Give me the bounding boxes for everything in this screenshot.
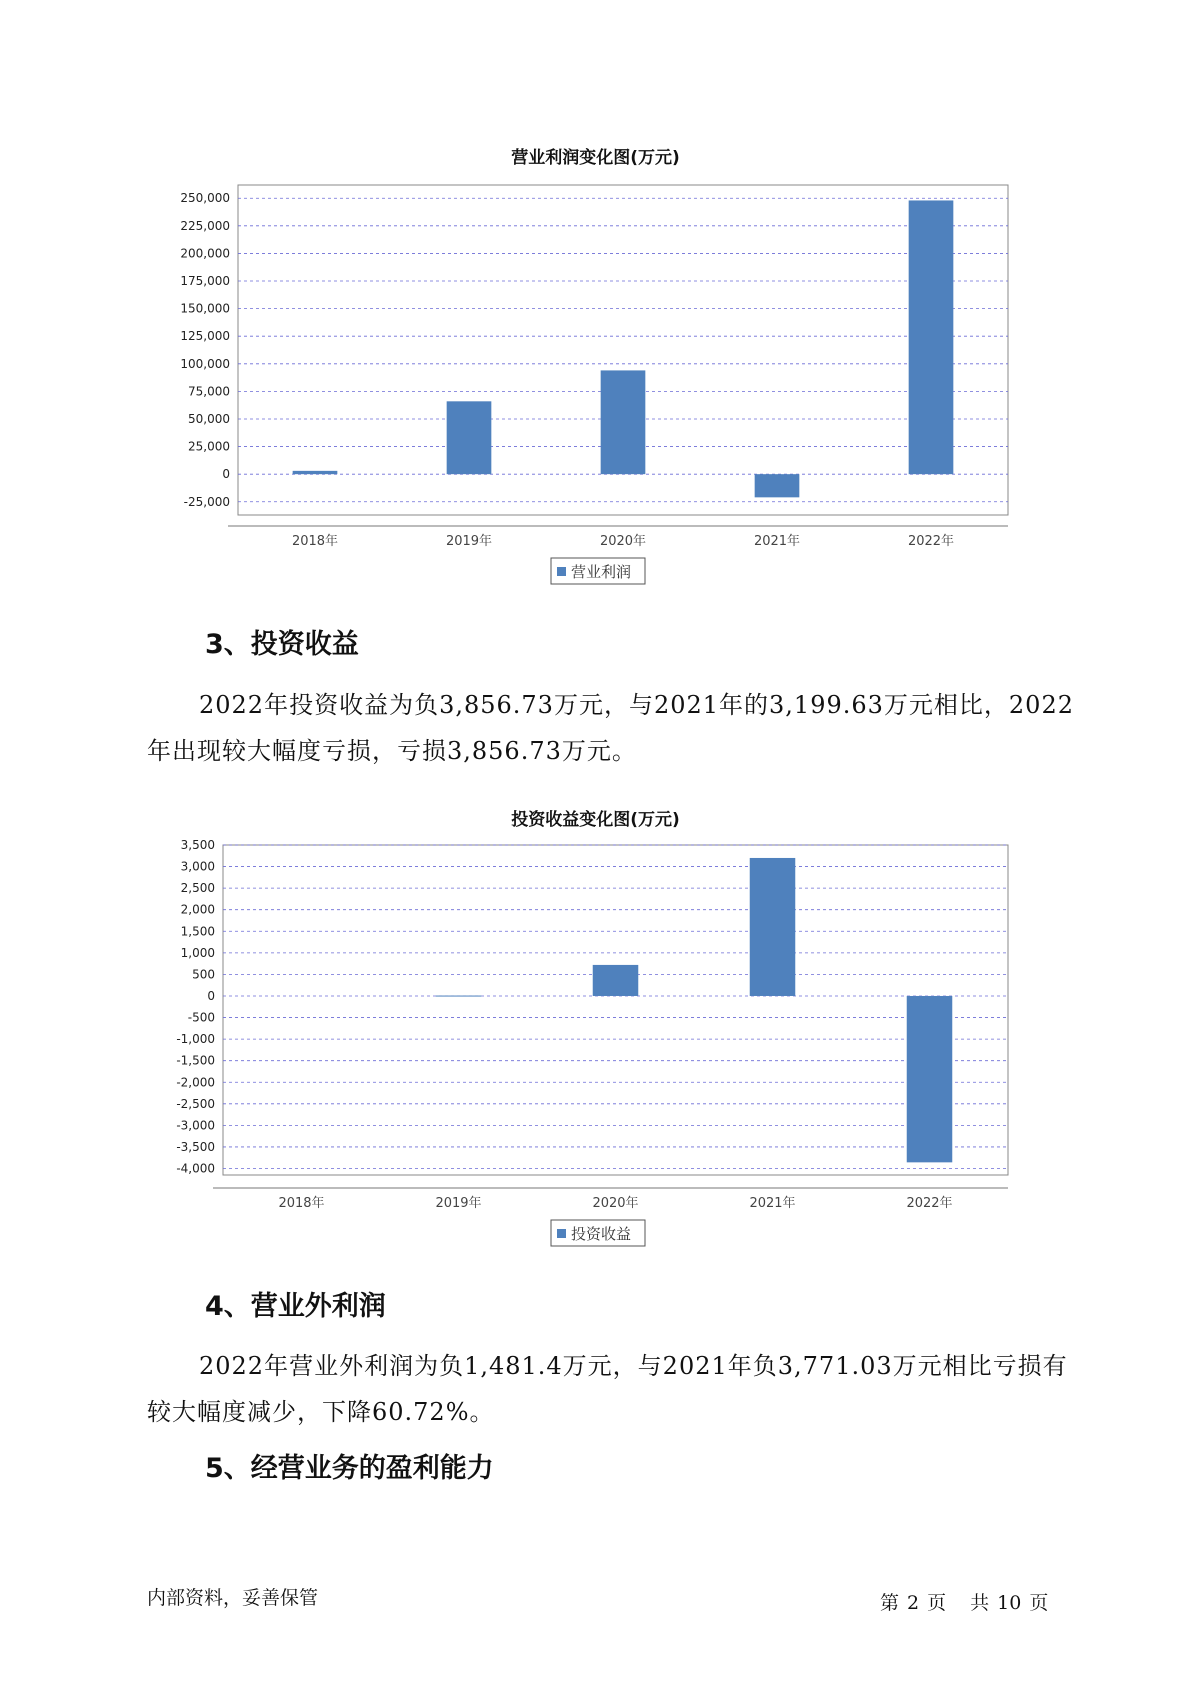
y-tick-label: -4,000 — [176, 1161, 215, 1176]
x-tick-label: 2018年 — [291, 534, 339, 549]
y-tick-label: 125,000 — [180, 329, 230, 344]
page-unit: 页 — [927, 1592, 947, 1614]
x-tick-label: 2022年 — [907, 534, 955, 549]
y-tick-label: 50,000 — [188, 411, 230, 426]
x-tick-label: 2021年 — [749, 1196, 796, 1211]
total-prefix: 共 — [970, 1592, 990, 1614]
x-tick-label: 2019年 — [445, 534, 493, 549]
y-tick-label: -500 — [187, 1010, 215, 1025]
section-4-paragraph: 2022年营业外利润为负1,481.4万元，与2021年负3,771.03万元相比亏损有较大幅度减少，下降60.72%。 — [147, 1352, 1068, 1426]
x-tick-label: 2020年 — [599, 534, 647, 549]
legend-label: 营业利润 — [571, 563, 632, 581]
y-tick-label: 3,500 — [180, 838, 215, 852]
y-tick-label: -1,500 — [176, 1053, 215, 1068]
x-tick-label: 2020年 — [592, 1196, 639, 1211]
y-tick-label: 1,000 — [180, 945, 215, 960]
footer-page-number — [880, 1588, 1056, 1615]
y-tick-label: -25,000 — [183, 494, 230, 509]
y-tick-label: 75,000 — [188, 384, 230, 399]
section-4-heading: 4、营业外利润 — [205, 1291, 386, 1322]
y-tick-label: 3,000 — [180, 859, 215, 874]
bar-ii-3 — [750, 858, 796, 996]
y-tick-label: 1,500 — [180, 924, 215, 939]
y-tick-label: 100,000 — [180, 356, 230, 371]
y-tick-label: 0 — [222, 467, 230, 482]
x-tick-label: 2022年 — [906, 1196, 953, 1211]
y-tick-label: 175,000 — [180, 274, 230, 289]
page-prefix: 第 — [880, 1592, 900, 1614]
section-5-heading: 5、经营业务的盈利能力 — [205, 1453, 494, 1484]
legend-swatch — [557, 1229, 566, 1238]
total-num: 10 — [997, 1592, 1022, 1614]
x-tick-label: 2021年 — [753, 534, 801, 549]
y-tick-label: 200,000 — [180, 246, 230, 261]
section-3-paragraph: 2022年投资收益为负3,856.73万元，与2021年的3,199.63万元相比，2022年出现较大幅度亏损，亏损3,856.73万元。 — [147, 691, 1074, 765]
y-tick-label: 25,000 — [188, 439, 230, 454]
y-tick-label: 2,500 — [180, 881, 215, 896]
x-tick-label: 2018年 — [278, 1196, 325, 1211]
footer-confidential-note: 内部资料，妥善保管 — [147, 1587, 319, 1609]
page-num: 2 — [907, 1592, 920, 1614]
y-tick-label: 225,000 — [180, 218, 230, 233]
y-tick-label: 150,000 — [180, 301, 230, 316]
y-tick-label: -3,000 — [176, 1118, 215, 1133]
y-tick-label: -2,500 — [176, 1096, 215, 1111]
bar-ii-4 — [907, 996, 953, 1162]
section-3-heading: 3、投资收益 — [205, 629, 359, 660]
legend-label: 投资收益 — [571, 1225, 632, 1243]
bar-ii-2 — [593, 965, 639, 996]
chart-title-operating-profit: 营业利润变化图(万元) — [511, 148, 680, 168]
bar-ii-1 — [436, 996, 482, 997]
x-tick-label: 2019年 — [435, 1196, 482, 1211]
y-tick-label: -2,000 — [176, 1075, 215, 1090]
y-tick-label: 0 — [207, 988, 215, 1003]
y-tick-label: -1,000 — [176, 1032, 215, 1047]
y-tick-label: 500 — [192, 967, 215, 982]
chart-title-investment-income: 投资收益变化图(万元) — [511, 810, 680, 830]
y-tick-label: -3,500 — [176, 1139, 215, 1154]
total-unit: 页 — [1029, 1592, 1049, 1614]
y-tick-label: 2,000 — [180, 902, 215, 917]
y-tick-label: 250,000 — [180, 191, 230, 206]
